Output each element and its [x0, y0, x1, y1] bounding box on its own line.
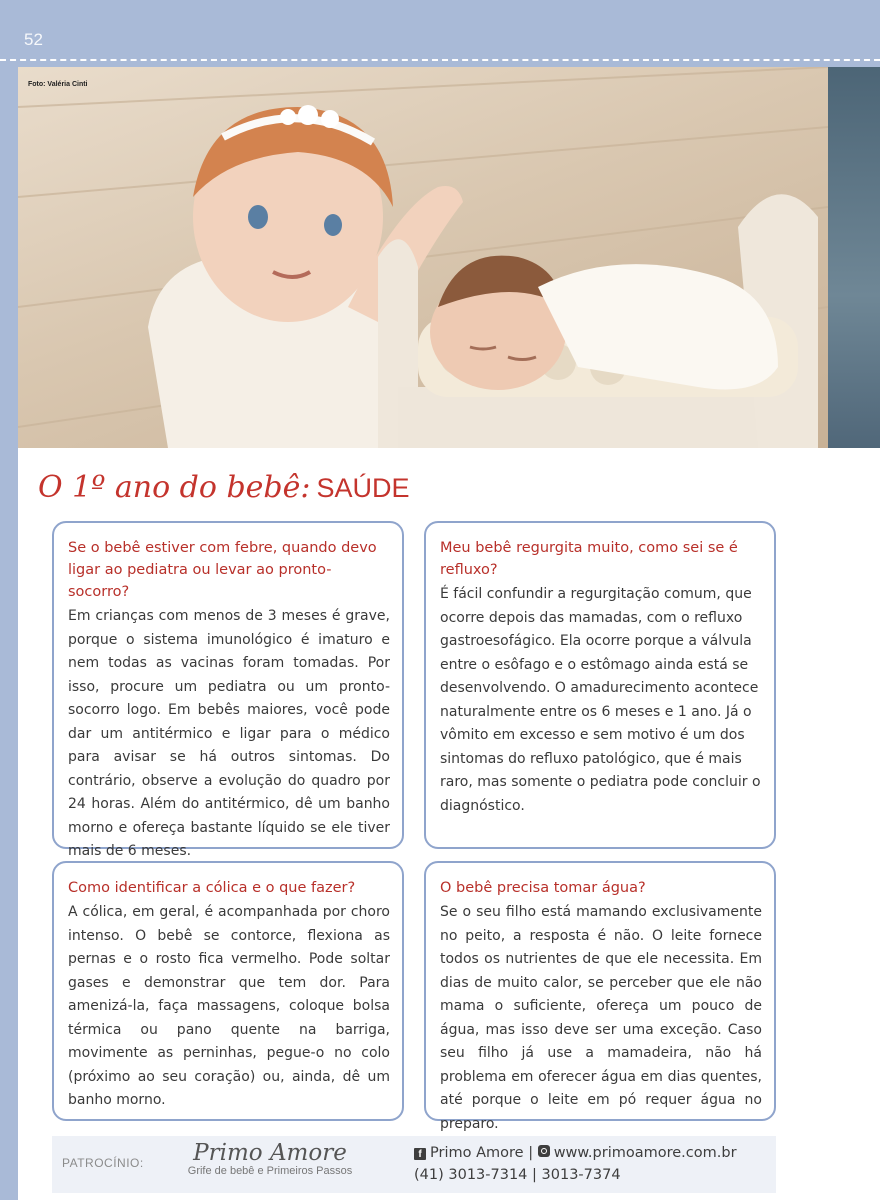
faq-body: É fácil confundir a regurgitação comum, que ocorre depois das mamadas, com o refluxo gastroesofágico. Ela ocorre porque a válvula entre o esôfago e o estômago ainda está se desenvolvendo. O amadurecimento acontece naturalmente entre os 6 meses e 1 ano. Já o vômito em excesso e sem motivo é um dos sintomas do refluxo patológico, que é mais raro, mas somente o pediatra pode concluir o diagnóstico.	[440, 586, 761, 814]
separator: |	[528, 1145, 534, 1161]
instagram-icon	[538, 1145, 550, 1157]
faq-heading: Se o bebê estiver com febre, quando devo ligar ao pediatra ou levar ao pronto-socorro?	[68, 540, 377, 600]
facebook-name[interactable]: Primo Amore	[430, 1145, 524, 1161]
sponsor-label: PATROCÍNIO:	[62, 1156, 144, 1170]
phone-numbers: (41) 3013-7314 | 3013-7374	[414, 1167, 621, 1183]
faq-body: Se o seu filho está mamando exclusivamente no peito, a resposta é não. O leite fornece todos os nutrientes de que ele necessita. Em dias de muito calor, se perceber que ele não mama o suficiente, ofereça um pouco de água, mas isso deve ser uma exceção. Caso seu filho já use a mamadeira, não há problema em oferecer água em dias quentes, até porque o leite em pó requer água no preparo.	[440, 904, 762, 1132]
brand-name: Primo Amore	[193, 1140, 347, 1166]
dashed-divider	[0, 59, 880, 61]
faq-heading: O bebê precisa tomar água?	[440, 880, 646, 896]
faq-heading: Como identificar a cólica e o que fazer?	[68, 880, 356, 896]
brand-tagline: Grife de bebê e Primeiros Passos	[187, 1165, 353, 1177]
title-caps: SAÚDE	[316, 473, 410, 503]
faq-body: A cólica, em geral, é acompanhada por choro intenso. O bebê se contorce, flexiona as pernas e o rosto fica vermelho. Pode soltar gases e demonstrar que tem dor. Para amenizá-la, faça massagens, coloque bolsa térmica ou pano quente na barriga, movimente as perninhas, pegue-o no colo (próximo ao seu coração) ou, ainda, dê um banho morno.	[68, 904, 390, 1108]
facebook-icon: f	[414, 1148, 426, 1160]
faq-heading: Meu bebê regurgita muito, como sei se é refluxo?	[440, 540, 738, 578]
contact-info	[414, 1142, 737, 1186]
faq-box-fever	[52, 521, 404, 859]
sponsor-footer	[52, 1136, 776, 1193]
hero-photo	[18, 67, 828, 448]
faq-box-reflux	[424, 521, 776, 849]
photo-illustration	[18, 67, 828, 448]
brand-logo	[170, 1140, 370, 1177]
faq-box-colic	[52, 861, 404, 1121]
page-number: 52	[24, 30, 43, 49]
title-script: O 1º ano do bebê:	[38, 470, 311, 505]
faq-box-water	[424, 861, 776, 1132]
photo-edge	[828, 67, 880, 448]
photo-credit: Foto: Valéria Cinti	[28, 81, 88, 88]
faq-body: Em crianças com menos de 3 meses é grave, porque o sistema imunológico é imaturo e nem todas as vacinas foram tomadas. Por isso, procure um pediatra ou um pronto-socorro logo. Em bebês maiores, você pode dar um antitérmico e ligar para o médico para avisar se há outros sintomas. Do contrário, observe a evolução do quadro por 24 horas. Além do antitérmico, dê um banho morno e ofereça bastante líquido se ele tiver mais de 6 meses.	[68, 608, 390, 859]
page-title	[38, 470, 410, 505]
website-link[interactable]: www.primoamore.com.br	[553, 1145, 737, 1161]
